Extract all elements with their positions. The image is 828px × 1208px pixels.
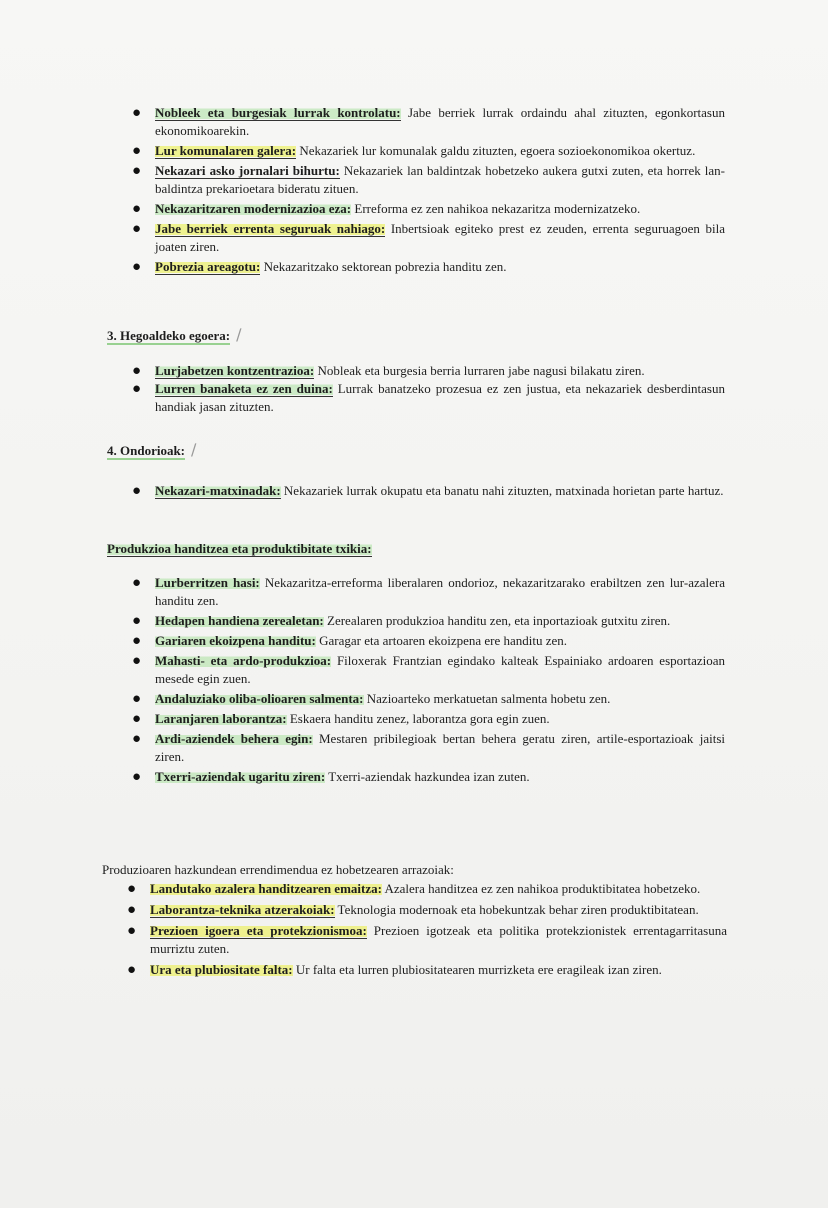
heading-text: 3. Hegoaldeko egoera: bbox=[107, 328, 231, 343]
list-item bbox=[132, 104, 725, 140]
item-lead: Txerri-aziendak ugaritu ziren: bbox=[155, 769, 326, 784]
bullet-icon: ● bbox=[132, 363, 142, 379]
bullet-list-production bbox=[132, 574, 725, 788]
list-item bbox=[132, 710, 725, 728]
bullet-icon: ● bbox=[132, 143, 142, 159]
heading-text: 4. Ondorioak: bbox=[107, 443, 186, 458]
item-text: Nekazariek lurrak okupatu eta banatu nahi zituzten, matxinada horietan parte hartuz. bbox=[280, 483, 724, 498]
item-text: Nekazaritzako sektorean pobrezia handitu zen. bbox=[260, 259, 507, 274]
item-text: Prezioen igotzeak eta politika protekzionistek errentagarritasuna murriztu zuten. bbox=[150, 923, 727, 956]
bullet-list-south bbox=[132, 362, 725, 416]
item-text: Filoxerak Frantzian egindako kalteak Espainiako ardoaren esportazioan mesede egin zuen. bbox=[155, 653, 725, 686]
list-item bbox=[127, 922, 727, 958]
item-lead: Gariaren ekoizpena handitu: bbox=[155, 633, 316, 648]
item-text: Teknologia modernoak eta hobekuntzak behar ziren produktibitatean. bbox=[334, 902, 699, 917]
bullet-icon: ● bbox=[132, 633, 142, 649]
item-text: Nobleak eta burgesia berria lurraren jabe nagusi bilakatu ziren. bbox=[314, 363, 645, 378]
item-text: Zerealaren produkzioa handitu zen, eta inportazioak gutxitu ziren. bbox=[323, 613, 671, 628]
item-lead: Ura eta plubiositate falta: bbox=[150, 962, 293, 977]
list-item bbox=[127, 880, 727, 898]
item-text: Azalera handitzea ez zen nahikoa produktibitatea hobetzeko. bbox=[381, 881, 701, 896]
list-item bbox=[132, 652, 725, 688]
list-item bbox=[132, 380, 725, 416]
item-text: Ur falta eta lurren plubiositatearen murrizketa ere eragileak izan ziren. bbox=[292, 962, 662, 977]
item-lead: Nekazaritzaren modernizazioa eza: bbox=[155, 201, 352, 216]
item-lead: Lurberritzen hasi: bbox=[155, 575, 260, 590]
item-lead: Lur komunalaren galera: bbox=[155, 143, 297, 158]
list-item bbox=[132, 142, 725, 160]
item-text: Jabe berriek lurrak ordaindu ahal zituzten, egonkortasun ekonomikoarekin. bbox=[155, 105, 725, 138]
bullet-icon: ● bbox=[132, 259, 142, 275]
bullet-icon: ● bbox=[132, 221, 142, 237]
bullet-icon: ● bbox=[132, 105, 142, 121]
item-lead: Mahasti- eta ardo-produkzioa: bbox=[155, 653, 332, 668]
item-text: Mestaren pribilegioak bertan behera geratu ziren, artile-esportazioak jaitsi ziren. bbox=[155, 731, 725, 764]
growth-intro-paragraph: Produzioaren hazkundean errendimendua ez hobetzearen arrazoiak: bbox=[102, 862, 454, 877]
item-lead: Nobleek eta burgesiak lurrak kontrolatu: bbox=[155, 105, 401, 120]
item-text: Eskaera handitu zenez, laborantza gora egin zuen. bbox=[286, 711, 550, 726]
item-lead: Lurren banaketa ez zen duina: bbox=[155, 381, 333, 396]
item-lead: Nekazari-matxinadak: bbox=[155, 483, 281, 498]
list-item bbox=[132, 768, 725, 786]
item-lead: Pobrezia areagotu: bbox=[155, 259, 261, 274]
bullet-icon: ● bbox=[132, 381, 142, 397]
item-lead: Hedapen handiena zerealetan: bbox=[155, 613, 324, 628]
list-item bbox=[132, 612, 725, 630]
bullet-icon: ● bbox=[127, 902, 137, 918]
item-lead: Laborantza-teknika atzerakoiak: bbox=[150, 902, 335, 917]
bullet-list-growth-reasons bbox=[127, 880, 727, 982]
bullet-icon: ● bbox=[132, 613, 142, 629]
bullet-icon: ● bbox=[132, 691, 142, 707]
list-item bbox=[132, 632, 725, 650]
item-lead: Laranjaren laborantza: bbox=[155, 711, 287, 726]
bullet-icon: ● bbox=[127, 923, 137, 939]
bullet-icon: ● bbox=[132, 711, 142, 727]
item-text: Nekazaritza-erreforma liberalaren ondorioz, nekazaritzarako erabiltzen zen lur-azalera handitu zen. bbox=[155, 575, 725, 608]
bullet-icon: ● bbox=[132, 769, 142, 785]
item-text: Inbertsioak egiteko prest ez zeuden, errenta seguruagoen bila joaten ziren. bbox=[155, 221, 725, 254]
item-text: Nazioarteko merkatuetan salmenta hobetu zen. bbox=[363, 691, 611, 706]
list-item bbox=[132, 220, 725, 256]
list-item bbox=[132, 482, 725, 500]
section-heading-conclusions bbox=[107, 441, 196, 460]
item-lead: Andaluziako oliba-olioaren salmenta: bbox=[155, 691, 364, 706]
bullet-icon: ● bbox=[132, 163, 142, 179]
list-item bbox=[132, 362, 725, 380]
bullet-icon: ● bbox=[132, 731, 142, 747]
item-lead: Ardi-aziendek behera egin: bbox=[155, 731, 313, 746]
item-lead: Prezioen igoera eta protekzionismoa: bbox=[150, 923, 367, 938]
item-text: Nekazariek lan baldintzak hobetzeko aukera gutxi zuten, eta horrek lan-baldintza prekarioetara bideratu zituen. bbox=[155, 163, 725, 196]
item-text: Lurrak banatzeko prozesua ez zen justua, eta nekazariek desberdintasun handiak jasan zituzten. bbox=[155, 381, 725, 414]
list-item bbox=[132, 690, 725, 708]
list-item bbox=[132, 730, 725, 766]
bullet-icon: ● bbox=[132, 653, 142, 669]
list-item bbox=[127, 901, 727, 919]
bullet-list-land-control bbox=[132, 104, 725, 278]
heading-text: Produkzioa handitzea eta produktibitate txikia: bbox=[107, 541, 372, 556]
list-item bbox=[132, 200, 725, 218]
bullet-icon: ● bbox=[132, 201, 142, 217]
checkmark-icon: ∕ bbox=[236, 325, 242, 344]
item-lead: Nekazari asko jornalari bihurtu: bbox=[155, 163, 340, 178]
item-lead: Jabe berriek errenta seguruak nahiago: bbox=[155, 221, 386, 236]
list-item bbox=[132, 574, 725, 610]
section-heading-production bbox=[107, 540, 372, 558]
item-text: Nekazariek lur komunalak galdu zituzten, egoera sozioekonomikoa okertuz. bbox=[296, 143, 696, 158]
checkmark-icon: ∕ bbox=[191, 440, 197, 459]
item-text: Erreforma ez zen nahikoa nekazaritza modernizatzeko. bbox=[351, 201, 641, 216]
list-item bbox=[127, 961, 727, 979]
bullet-list-conclusions bbox=[132, 482, 725, 500]
bullet-icon: ● bbox=[127, 881, 137, 897]
bullet-icon: ● bbox=[132, 483, 142, 499]
item-lead: Landutako azalera handitzearen emaitza: bbox=[150, 881, 382, 896]
item-lead: Lurjabetzen kontzentrazioa: bbox=[155, 363, 315, 378]
list-item bbox=[132, 162, 725, 198]
bullet-icon: ● bbox=[127, 962, 137, 978]
list-item bbox=[132, 258, 725, 276]
bullet-icon: ● bbox=[132, 575, 142, 591]
item-text: Txerri-aziendak hazkundea izan zuten. bbox=[325, 769, 530, 784]
section-heading-south bbox=[107, 326, 242, 345]
item-text: Garagar eta artoaren ekoizpena ere handitu zen. bbox=[315, 633, 568, 648]
